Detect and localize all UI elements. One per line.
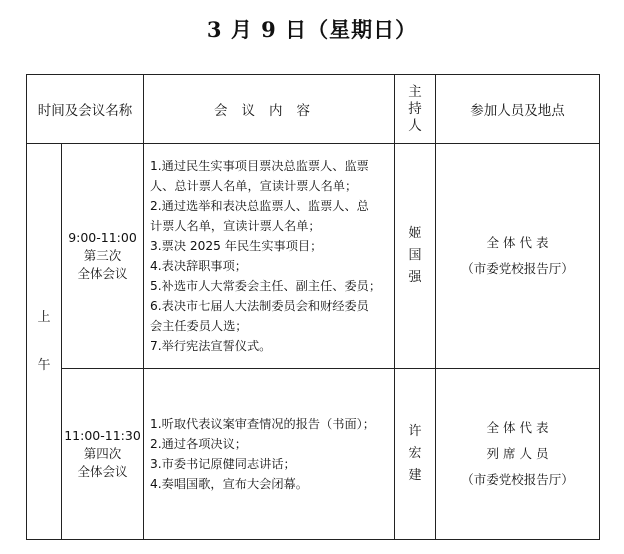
session-cell [62, 369, 144, 540]
session-attendees [436, 144, 600, 369]
session-ordinal: 第三次 [83, 248, 122, 263]
session-row [27, 369, 600, 540]
content-line: 会主任委员人选； [150, 319, 248, 333]
header-time-name: 时间及会议名称 [27, 75, 144, 144]
content-line: 2.通过选举和表决总监票人、监票人、总 [150, 199, 369, 213]
session-host [395, 369, 436, 540]
session-host [395, 144, 436, 369]
header-attendees: 参加人员及地点 [436, 75, 600, 144]
header-host-char: 主 [408, 83, 422, 100]
period-char: 上 [37, 309, 51, 325]
content-line: 计票人名单，宣读计票人名单； [150, 219, 321, 233]
content-line: 6.表决市七届人大法制委员会和财经委员 [150, 299, 369, 313]
host-char: 建 [408, 468, 422, 483]
session-ordinal: 第四次 [83, 446, 122, 461]
content-line: 4.奏唱国歌，宣布大会闭幕。 [150, 477, 308, 491]
session-time: 9:00-11:00 [68, 230, 137, 245]
content-line: 4.表决辞职事项； [150, 259, 247, 273]
session-location: （市委党校报告厅） [461, 261, 574, 276]
session-name: 全体会议 [77, 266, 128, 281]
header-host-char: 人 [408, 117, 422, 134]
attendees-line: 列 席 人 员 [486, 446, 549, 461]
schedule-table [26, 74, 600, 540]
session-name: 全体会议 [77, 464, 128, 479]
attendees-line: 全 体 代 表 [486, 420, 549, 435]
content-line: 1.通过民生实事项目票决总监票人、监票 [150, 159, 369, 173]
session-content [144, 144, 395, 369]
content-line: 1.听取代表议案审查情况的报告（书面）； [150, 417, 375, 431]
header-content: 会议内容 [144, 75, 395, 144]
session-content [144, 369, 395, 540]
content-line: 人、总计票人名单，宣读计票人名单； [150, 179, 358, 193]
period-cell [27, 144, 62, 540]
header-host-char: 持 [408, 100, 422, 117]
header-row [27, 75, 600, 144]
host-char: 宏 [408, 446, 422, 461]
session-location: （市委党校报告厅） [461, 472, 574, 487]
host-char: 强 [408, 270, 422, 285]
content-line: 7.举行宪法宣誓仪式。 [150, 339, 272, 353]
attendees-line: 全 体 代 表 [486, 235, 549, 250]
content-line: 2.通过各项决议； [150, 437, 247, 451]
host-char: 姬 [408, 226, 422, 241]
content-line: 3.票决 2025 年民生实事项目； [150, 239, 323, 253]
header-host [395, 75, 436, 144]
session-attendees [436, 369, 600, 540]
host-char: 许 [408, 424, 422, 439]
period-char: 午 [37, 357, 51, 373]
host-char: 国 [408, 248, 422, 263]
session-time: 11:00-11:30 [64, 428, 141, 443]
content-line: 5.补选市人大常委会主任、副主任、委员； [150, 279, 382, 293]
page-title: 3 月 9 日（星期日） [206, 17, 418, 42]
session-cell [62, 144, 144, 369]
session-row [27, 144, 600, 369]
content-line: 3.市委书记原健同志讲话； [150, 457, 296, 471]
